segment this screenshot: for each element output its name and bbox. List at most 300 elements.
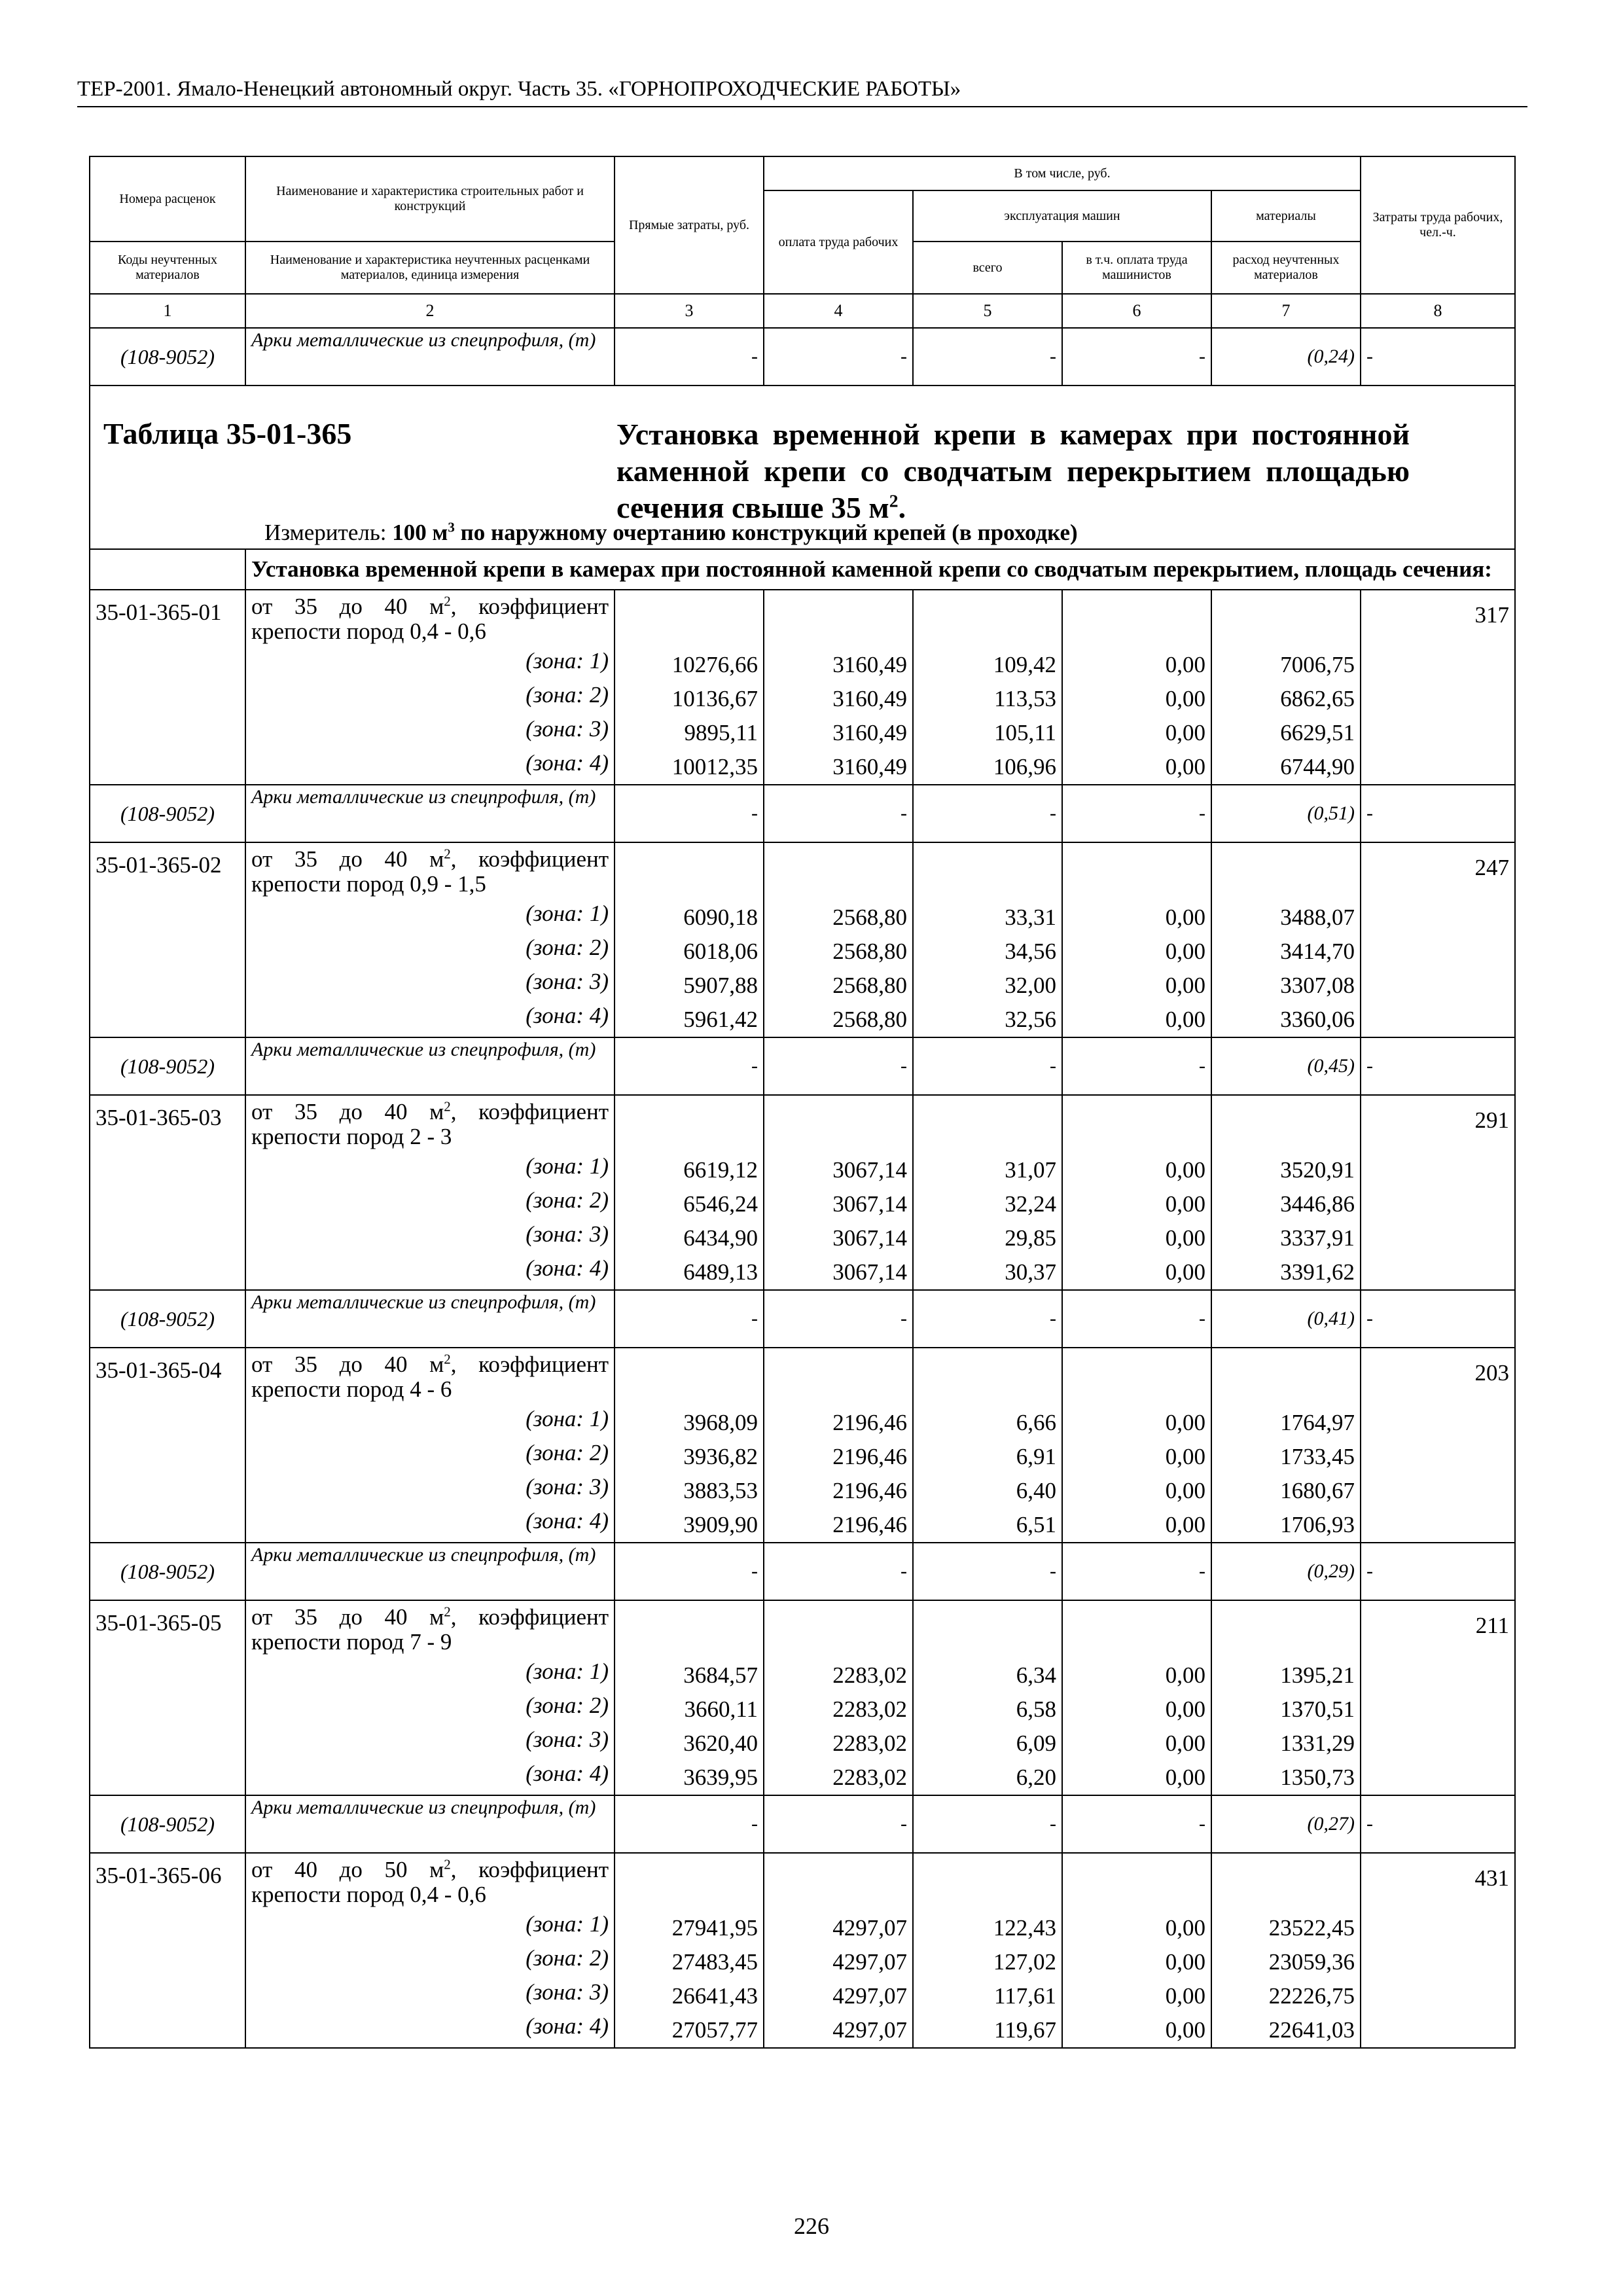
machines-total: 32,24 — [1005, 1191, 1056, 1217]
machines-total: 122,43 — [993, 1915, 1056, 1941]
machinist-pay: 0,00 — [1165, 754, 1205, 780]
spacer — [1217, 590, 1355, 648]
description-text: , коэффициент — [450, 1857, 609, 1882]
description-superscript: 2 — [444, 1351, 451, 1367]
direct-cost: 10276,66 — [671, 652, 758, 677]
work-description — [245, 842, 615, 1037]
description-text: от 35 до 40 м — [251, 594, 444, 619]
materials-cost: 22641,03 — [1268, 2017, 1355, 2043]
description-text: от 35 до 40 м — [251, 1099, 444, 1124]
zone-label: (зона: 2) — [526, 935, 609, 960]
header-materials: материалы — [1211, 190, 1361, 242]
item-row — [90, 590, 1515, 785]
machinist-pay-column — [1062, 590, 1211, 785]
description-superscript: 2 — [444, 593, 451, 609]
materials-cost: 1733,45 — [1280, 1444, 1355, 1469]
direct-cost-column — [615, 1095, 764, 1290]
description-text: , коэффициент — [450, 1099, 609, 1124]
material-code: (108-9052) — [90, 785, 245, 842]
column-number: 2 — [245, 294, 615, 328]
machinist-pay: 0,00 — [1165, 652, 1205, 677]
worker-pay: 3160,49 — [832, 720, 907, 745]
description-line: крепости пород 0,9 - 1,5 — [251, 871, 486, 897]
materials-cost: 6629,51 — [1280, 720, 1355, 745]
direct-cost: 6546,24 — [683, 1191, 758, 1217]
direct-cost: - — [615, 1543, 764, 1600]
material-row — [90, 1290, 1515, 1348]
direct-cost-column — [615, 842, 764, 1037]
labor-cost: - — [1361, 1543, 1515, 1600]
labor-cost: 203 — [1361, 1348, 1515, 1543]
rate-code: 35-01-365-01 — [90, 590, 245, 785]
materials-cost-column — [1211, 1348, 1361, 1543]
direct-cost-column — [615, 590, 764, 785]
worker-pay: 2196,46 — [832, 1512, 907, 1537]
materials-cost: 3360,06 — [1280, 1007, 1355, 1032]
machinist-pay: 0,00 — [1165, 1191, 1205, 1217]
rate-code: 35-01-365-06 — [90, 1853, 245, 2048]
machines-total: 6,09 — [1016, 1731, 1056, 1756]
worker-pay: 2283,02 — [832, 1662, 907, 1688]
measure-value: 100 м — [392, 520, 448, 545]
worker-pay: 2568,80 — [832, 939, 907, 964]
column-number: 1 — [90, 294, 245, 328]
machinist-pay: 0,00 — [1165, 939, 1205, 964]
machinist-pay: 0,00 — [1165, 1478, 1205, 1503]
description-line: крепости пород 7 - 9 — [251, 1629, 452, 1655]
materials-cost: 23059,36 — [1268, 1949, 1355, 1975]
worker-pay: 2196,46 — [832, 1410, 907, 1435]
materials-cost-column — [1211, 842, 1361, 1037]
worker-pay: 2283,02 — [832, 1731, 907, 1756]
zone-label: (зона: 3) — [526, 1221, 609, 1247]
material-name: Арки металлические из спецпрофиля, (т) — [245, 328, 615, 386]
spacer — [620, 843, 758, 901]
worker-pay: 4297,07 — [832, 1915, 907, 1941]
spacer — [1068, 590, 1205, 648]
machines-total-column — [913, 1600, 1062, 1795]
direct-cost: 10012,35 — [671, 754, 758, 780]
worker-pay: 3067,14 — [832, 1191, 907, 1217]
description-text: от 40 до 50 м — [251, 1857, 444, 1882]
zone-label: (зона: 1) — [526, 648, 609, 673]
header-rate-numbers: Номера расценок — [90, 156, 245, 242]
worker-pay-column — [764, 1095, 913, 1290]
machines-total: 6,20 — [1016, 1765, 1056, 1790]
zone-label: (зона: 2) — [526, 682, 609, 708]
machinist-pay: 0,00 — [1165, 1259, 1205, 1285]
measure-rest: по наружному очертанию конструкций крепей (в проходке) — [454, 520, 1078, 545]
machines-total: 32,56 — [1005, 1007, 1056, 1032]
labor-cost: 247 — [1361, 842, 1515, 1037]
machinist-pay-column — [1062, 1853, 1211, 2048]
direct-cost: - — [615, 1037, 764, 1095]
labor-cost: - — [1361, 328, 1515, 386]
direct-cost: 5961,42 — [683, 1007, 758, 1032]
machines-total: 109,42 — [993, 652, 1056, 677]
section-row — [90, 549, 1515, 590]
machines-total-column — [913, 1095, 1062, 1290]
machines-total: 6,66 — [1016, 1410, 1056, 1435]
worker-pay-column — [764, 590, 913, 785]
column-number: 5 — [913, 294, 1062, 328]
description-superscript: 2 — [444, 1856, 451, 1873]
material-code: (108-9052) — [90, 1290, 245, 1348]
material-consumption: (0,29) — [1211, 1543, 1361, 1600]
direct-cost: 27941,95 — [671, 1915, 758, 1941]
labor-cost: 317 — [1361, 590, 1515, 785]
materials-cost-column — [1211, 590, 1361, 785]
material-row — [90, 785, 1515, 842]
machines-total: 6,40 — [1016, 1478, 1056, 1503]
spacer — [919, 1096, 1056, 1153]
direct-cost: 26641,43 — [671, 1983, 758, 2009]
machines-total: - — [913, 1795, 1062, 1853]
worker-pay: 2283,02 — [832, 1696, 907, 1722]
spacer — [620, 1096, 758, 1153]
item-row — [90, 1095, 1515, 1290]
direct-cost: 27057,77 — [671, 2017, 758, 2043]
spacer — [770, 1348, 907, 1406]
materials-cost: 7006,75 — [1280, 652, 1355, 677]
table-title-block — [90, 386, 1515, 549]
zone-label: (зона: 3) — [526, 1727, 609, 1752]
machines-total: - — [913, 1290, 1062, 1348]
header-unaccounted-materials: расход неучтенных материалов — [1211, 242, 1361, 294]
materials-cost: 3307,08 — [1280, 973, 1355, 998]
machinist-pay: - — [1062, 1543, 1211, 1600]
work-description — [245, 590, 615, 785]
zone-label: (зона: 2) — [526, 1187, 609, 1213]
spacer — [1068, 843, 1205, 901]
machinist-pay: 0,00 — [1165, 1696, 1205, 1722]
description-superscript: 2 — [444, 1098, 451, 1115]
section-heading: Установка временной крепи в камерах при постоянной каменной крепи со сводчатым перекрытием, площадь сечения: — [245, 549, 1515, 590]
machinist-pay-column — [1062, 1095, 1211, 1290]
worker-pay: - — [764, 328, 913, 386]
zone-label: (зона: 4) — [526, 1255, 609, 1281]
spacer — [770, 1096, 907, 1153]
worker-pay: - — [764, 1037, 913, 1095]
spacer — [1217, 1854, 1355, 1911]
material-name: Арки металлические из спецпрофиля, (т) — [245, 1795, 615, 1853]
description-line: крепости пород 0,4 - 0,6 — [251, 619, 486, 644]
material-name: Арки металлические из спецпрофиля, (т) — [245, 1543, 615, 1600]
item-row — [90, 1348, 1515, 1543]
description-line: крепости пород 4 - 6 — [251, 1376, 452, 1402]
zone-label: (зона: 2) — [526, 1693, 609, 1718]
materials-cost: 6862,65 — [1280, 686, 1355, 711]
materials-cost: 22226,75 — [1268, 1983, 1355, 2009]
labor-cost: - — [1361, 1795, 1515, 1853]
materials-cost: 3446,86 — [1280, 1191, 1355, 1217]
zone-label: (зона: 2) — [526, 1945, 609, 1971]
materials-cost: 1331,29 — [1280, 1731, 1355, 1756]
measure-superscript: 3 — [448, 519, 455, 535]
table-heading-superscript: 2 — [889, 490, 899, 511]
machines-total: 31,07 — [1005, 1157, 1056, 1183]
direct-cost-column — [615, 1600, 764, 1795]
machinist-pay: 0,00 — [1165, 1512, 1205, 1537]
spacer — [770, 1854, 907, 1911]
machinist-pay: 0,00 — [1165, 720, 1205, 745]
material-code: (108-9052) — [90, 1795, 245, 1853]
worker-pay: 2568,80 — [832, 905, 907, 930]
machines-total: 34,56 — [1005, 939, 1056, 964]
machines-total: - — [913, 328, 1062, 386]
machines-total: 127,02 — [993, 1949, 1056, 1975]
zone-label: (зона: 2) — [526, 1440, 609, 1465]
materials-cost: 6744,90 — [1280, 754, 1355, 780]
page-number: 226 — [794, 2213, 829, 2239]
spacer — [1068, 1348, 1205, 1406]
machinist-pay: 0,00 — [1165, 1731, 1205, 1756]
machines-total: 6,58 — [1016, 1696, 1056, 1722]
description-text: от 35 до 40 м — [251, 1604, 444, 1630]
spacer — [620, 590, 758, 648]
zone-label: (зона: 4) — [526, 750, 609, 776]
material-row — [90, 328, 1515, 386]
machines-total: - — [913, 785, 1062, 842]
spacer — [1068, 1096, 1205, 1153]
worker-pay: 2568,80 — [832, 973, 907, 998]
spacer — [919, 1348, 1056, 1406]
description-superscript: 2 — [444, 1604, 451, 1620]
spacer — [620, 1348, 758, 1406]
zone-label: (зона: 3) — [526, 1979, 609, 2005]
header-material-name: Наименование и характеристика неучтенных расценками материалов, единица измерения — [245, 242, 615, 294]
labor-cost: - — [1361, 785, 1515, 842]
table-heading-end: . — [898, 491, 906, 524]
spacer — [919, 1854, 1056, 1911]
column-number: 8 — [1361, 294, 1515, 328]
item-row — [90, 1600, 1515, 1795]
labor-cost: - — [1361, 1290, 1515, 1348]
zone-label: (зона: 4) — [526, 1761, 609, 1786]
spacer — [1068, 1854, 1205, 1911]
zone-label: (зона: 4) — [526, 1508, 609, 1534]
material-consumption: (0,51) — [1211, 785, 1361, 842]
machinist-pay: 0,00 — [1165, 1157, 1205, 1183]
materials-cost: 23522,45 — [1268, 1915, 1355, 1941]
zone-label: (зона: 4) — [526, 1003, 609, 1028]
machinist-pay: 0,00 — [1165, 1225, 1205, 1251]
zone-label: (зона: 3) — [526, 1474, 609, 1499]
header-machines-total: всего — [913, 242, 1062, 294]
zone-label: (зона: 1) — [526, 1659, 609, 1684]
machines-total: 32,00 — [1005, 973, 1056, 998]
material-consumption: (0,45) — [1211, 1037, 1361, 1095]
rate-code: 35-01-365-05 — [90, 1600, 245, 1795]
worker-pay: 3160,49 — [832, 652, 907, 677]
description-text: от 35 до 40 м — [251, 846, 444, 872]
materials-cost: 1370,51 — [1280, 1696, 1355, 1722]
header-direct-costs: Прямые затраты, руб. — [615, 156, 764, 294]
rate-code: 35-01-365-02 — [90, 842, 245, 1037]
worker-pay: 3067,14 — [832, 1259, 907, 1285]
worker-pay: 3067,14 — [832, 1157, 907, 1183]
worker-pay: - — [764, 1543, 913, 1600]
machines-total: 117,61 — [994, 1983, 1056, 2009]
materials-cost-column — [1211, 1600, 1361, 1795]
machines-total: 29,85 — [1005, 1225, 1056, 1251]
header-machinist-pay: в т.ч. оплата труда машинистов — [1062, 242, 1211, 294]
direct-cost: 3883,53 — [683, 1478, 758, 1503]
direct-cost: - — [615, 785, 764, 842]
machinist-pay: 0,00 — [1165, 2017, 1205, 2043]
header-labor: Затраты труда рабочих, чел.-ч. — [1361, 156, 1515, 294]
spacer — [770, 590, 907, 648]
header-worker-pay: оплата труда рабочих — [764, 190, 913, 294]
machines-total-column — [913, 590, 1062, 785]
machinist-pay: 0,00 — [1165, 1662, 1205, 1688]
material-row — [90, 1037, 1515, 1095]
worker-pay: 4297,07 — [832, 2017, 907, 2043]
spacer — [770, 843, 907, 901]
description-line — [251, 590, 609, 619]
materials-cost: 3391,62 — [1280, 1259, 1355, 1285]
description-line — [251, 1096, 609, 1124]
machines-total: 6,34 — [1016, 1662, 1056, 1688]
direct-cost: 6489,13 — [683, 1259, 758, 1285]
table-title-row — [90, 386, 1515, 549]
table-number: Таблица 35-01-365 — [103, 417, 352, 450]
machinist-pay-column — [1062, 842, 1211, 1037]
worker-pay: 2283,02 — [832, 1765, 907, 1790]
labor-cost: 211 — [1361, 1600, 1515, 1795]
column-number: 7 — [1211, 294, 1361, 328]
worker-pay-column — [764, 1348, 913, 1543]
machinist-pay: 0,00 — [1165, 1915, 1205, 1941]
direct-cost-column — [615, 1348, 764, 1543]
material-consumption: (0,41) — [1211, 1290, 1361, 1348]
direct-cost: 3936,82 — [683, 1444, 758, 1469]
spacer — [1217, 843, 1355, 901]
labor-cost: - — [1361, 1037, 1515, 1095]
description-text: от 35 до 40 м — [251, 1352, 444, 1377]
spacer — [620, 1854, 758, 1911]
work-description — [245, 1348, 615, 1543]
measure-line — [264, 520, 1078, 546]
description-line: крепости пород 2 - 3 — [251, 1124, 452, 1149]
material-consumption: (0,27) — [1211, 1795, 1361, 1853]
description-line: крепости пород 0,4 - 0,6 — [251, 1882, 486, 1907]
machinist-pay: - — [1062, 1037, 1211, 1095]
labor-cost: 291 — [1361, 1095, 1515, 1290]
material-row — [90, 1795, 1515, 1853]
machines-total: - — [913, 1037, 1062, 1095]
direct-cost: 3909,90 — [683, 1512, 758, 1537]
header-material-codes: Коды неучтенных материалов — [90, 242, 245, 294]
machinist-pay: 0,00 — [1165, 686, 1205, 711]
column-number: 6 — [1062, 294, 1211, 328]
direct-cost: 3968,09 — [683, 1410, 758, 1435]
worker-pay: - — [764, 1795, 913, 1853]
machinist-pay: - — [1062, 1290, 1211, 1348]
direct-cost: 3660,11 — [684, 1696, 758, 1722]
rate-code: 35-01-365-04 — [90, 1348, 245, 1543]
description-line — [251, 1601, 609, 1630]
direct-cost: 6619,12 — [683, 1157, 758, 1183]
machines-total-column — [913, 842, 1062, 1037]
materials-cost: 1764,97 — [1280, 1410, 1355, 1435]
machinist-pay-column — [1062, 1600, 1211, 1795]
direct-cost: 6090,18 — [683, 905, 758, 930]
item-row — [90, 842, 1515, 1037]
materials-cost: 3520,91 — [1280, 1157, 1355, 1183]
direct-cost: 27483,45 — [671, 1949, 758, 1975]
materials-cost: 3414,70 — [1280, 939, 1355, 964]
spacer — [770, 1601, 907, 1659]
rate-code: 35-01-365-03 — [90, 1095, 245, 1290]
machines-total: 33,31 — [1005, 905, 1056, 930]
column-numbers-row — [90, 294, 1515, 328]
machines-total-column — [913, 1853, 1062, 2048]
machines-total-column — [913, 1348, 1062, 1543]
materials-cost: 3488,07 — [1280, 905, 1355, 930]
worker-pay: 2196,46 — [832, 1444, 907, 1469]
machinist-pay: 0,00 — [1165, 905, 1205, 930]
material-name: Арки металлические из спецпрофиля, (т) — [245, 1290, 615, 1348]
machinist-pay-column — [1062, 1348, 1211, 1543]
direct-cost: - — [615, 328, 764, 386]
material-name: Арки металлические из спецпрофиля, (т) — [245, 1037, 615, 1095]
machinist-pay: 0,00 — [1165, 1444, 1205, 1469]
item-row — [90, 1853, 1515, 2048]
spacer — [1068, 1601, 1205, 1659]
materials-cost-column — [1211, 1095, 1361, 1290]
spacer — [919, 590, 1056, 648]
direct-cost: 6018,06 — [683, 939, 758, 964]
spacer — [919, 1601, 1056, 1659]
materials-cost-column — [1211, 1853, 1361, 2048]
direct-cost: 9895,11 — [684, 720, 758, 745]
work-description — [245, 1853, 615, 2048]
material-name: Арки металлические из спецпрофиля, (т) — [245, 785, 615, 842]
machinist-pay: - — [1062, 1795, 1211, 1853]
machines-total: 6,51 — [1016, 1512, 1056, 1537]
machines-total: 119,67 — [994, 2017, 1056, 2043]
machinist-pay: - — [1062, 785, 1211, 842]
direct-cost: 5907,88 — [683, 973, 758, 998]
machines-total: - — [913, 1543, 1062, 1600]
description-line — [251, 1348, 609, 1377]
spacer — [1217, 1348, 1355, 1406]
machines-total: 6,91 — [1016, 1444, 1056, 1469]
materials-cost: 1395,21 — [1280, 1662, 1355, 1688]
machinist-pay: - — [1062, 328, 1211, 386]
spacer — [919, 843, 1056, 901]
table-heading-text: Установка временной крепи в камерах при постоянной каменной крепи со сводчатым перекрытием площадью сечения свыше 35 м — [616, 418, 1410, 524]
work-description — [245, 1095, 615, 1290]
work-description — [245, 1600, 615, 1795]
header-machines: эксплуатация машин — [913, 190, 1211, 242]
worker-pay: 3160,49 — [832, 754, 907, 780]
worker-pay-column — [764, 1600, 913, 1795]
materials-cost: 1680,67 — [1280, 1478, 1355, 1503]
spacer — [1217, 1096, 1355, 1153]
material-consumption: (0,24) — [1211, 328, 1361, 386]
direct-cost-column — [615, 1853, 764, 2048]
zone-label: (зона: 1) — [526, 1406, 609, 1431]
column-number: 4 — [764, 294, 913, 328]
header-including: В том числе, руб. — [764, 156, 1361, 190]
description-text: , коэффициент — [450, 594, 609, 619]
worker-pay: - — [764, 1290, 913, 1348]
price-table — [89, 156, 1516, 2049]
direct-cost: 3639,95 — [683, 1765, 758, 1790]
direct-cost: 3684,57 — [683, 1662, 758, 1688]
